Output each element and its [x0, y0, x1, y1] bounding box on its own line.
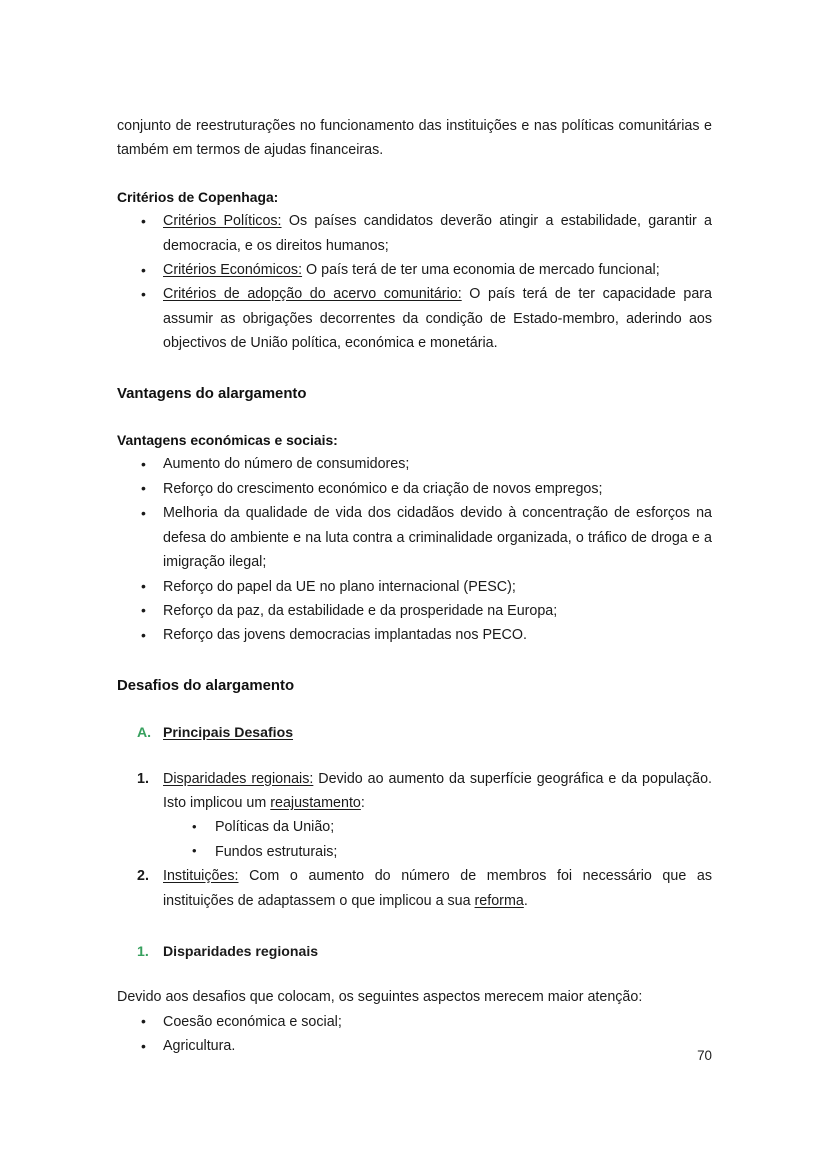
- list-item: • Políticas da União;: [117, 815, 712, 839]
- list-item-lead: Critérios Políticos:: [163, 213, 282, 230]
- closing-paragraph: Devido aos desafios que colocam, os seguintes aspectos merecem maior atenção:: [117, 989, 643, 1006]
- list-item: • Coesão económica e social;: [117, 1010, 712, 1034]
- list-item-text: O país terá de ter capacidade para assumir as obrigações decorrentes da condição de Estado-membro, aderindo aos objectivos de União política, económica e monetária.: [163, 286, 713, 352]
- list-item: • Fundos estruturais;: [117, 840, 712, 864]
- vantagens-economicas-heading: Vantagens económicas e sociais:: [117, 432, 338, 449]
- desafios-alargamento-heading: Desafios do alargamento: [117, 677, 295, 694]
- list-item-lead: Critérios Económicos:: [163, 262, 303, 279]
- list-item: [117, 864, 712, 913]
- list-item: • Melhoria da qualidade de vida dos cidadãos devido à concentração de esforços na defesa do ambiente e na luta contra a criminalidade organizada, o tráfico de droga e a imigração ilegal;: [117, 501, 712, 574]
- spacer: [117, 913, 712, 939]
- disparidades-regionais-list: [117, 939, 712, 963]
- list-item-tail: .: [523, 892, 528, 909]
- spacer: [117, 163, 712, 185]
- spacer: [117, 406, 712, 428]
- page-number: 70: [697, 1048, 712, 1063]
- criterios-copenhaga-list: [117, 209, 712, 355]
- list-item: [117, 209, 712, 258]
- list-item: • Reforço da paz, da estabilidade e da prosperidade na Europa;: [117, 599, 712, 623]
- list-item: [117, 720, 712, 744]
- list-item: [117, 258, 712, 282]
- spacer: [117, 963, 712, 985]
- list-item-lead-secondary: reforma: [474, 892, 524, 909]
- list-item: [117, 282, 712, 355]
- list-item: • Aumento do número de consumidores;: [117, 452, 712, 476]
- document-page: [117, 114, 713, 1063]
- list-item-text: O país terá de ter uma economia de mercado funcional;: [302, 262, 660, 279]
- list-item-tail: :: [360, 794, 365, 811]
- principais-desafios-list: [117, 720, 712, 744]
- spacer: [117, 698, 712, 720]
- list-item-lead: Instituições:: [163, 868, 239, 885]
- list-item-lead: Disparidades regionais:: [163, 770, 314, 787]
- desafios-numbered-list: [117, 767, 712, 816]
- list-marker-number: 1.: [137, 770, 149, 787]
- list-marker-number: 1.: [137, 942, 149, 959]
- spacer: [117, 648, 712, 674]
- list-item-label: Principais Desafios: [163, 724, 294, 741]
- list-item-text: Os países candidatos deverão atingir a estabilidade, garantir a democracia, e os direitos humanos;: [163, 213, 712, 254]
- list-item: • Reforço do crescimento económico e da criação de novos empregos;: [117, 477, 712, 501]
- list-item: [117, 767, 712, 816]
- spacer: [117, 356, 712, 382]
- list-item-text: Devido ao aumento da superfície geográfica e da população. Isto implicou um: [163, 770, 712, 811]
- vantagens-list: [117, 452, 712, 647]
- list-item-text: Com o aumento do número de membros foi necessário que as instituições de adaptassem o que implicou a sua: [163, 868, 712, 909]
- criterios-copenhaga-heading: Critérios de Copenhaga:: [117, 188, 279, 205]
- opening-paragraph: conjunto de reestruturações no funcionamento das instituições e nas políticas comunitárias e também em termos de ajudas financeiras.: [117, 118, 712, 159]
- list-item-lead: Critérios de adopção do acervo comunitário:: [163, 286, 462, 303]
- list-item: • Reforço das jovens democracias implantadas nos PECO.: [117, 623, 712, 647]
- list-marker-number: 2.: [137, 868, 149, 885]
- list-item-lead-secondary: reajustamento: [270, 794, 361, 811]
- list-item: • Agricultura.: [117, 1034, 712, 1058]
- desafios-sub-list: [117, 815, 712, 864]
- list-item-label: Disparidades regionais: [163, 942, 319, 959]
- list-item: [117, 939, 712, 963]
- desafios-numbered-list-continued: [117, 864, 712, 913]
- vantagens-alargamento-heading: Vantagens do alargamento: [117, 385, 307, 402]
- list-item: • Reforço do papel da UE no plano internacional (PESC);: [117, 575, 712, 599]
- list-marker-letter: A.: [137, 724, 152, 741]
- spacer: [117, 745, 712, 767]
